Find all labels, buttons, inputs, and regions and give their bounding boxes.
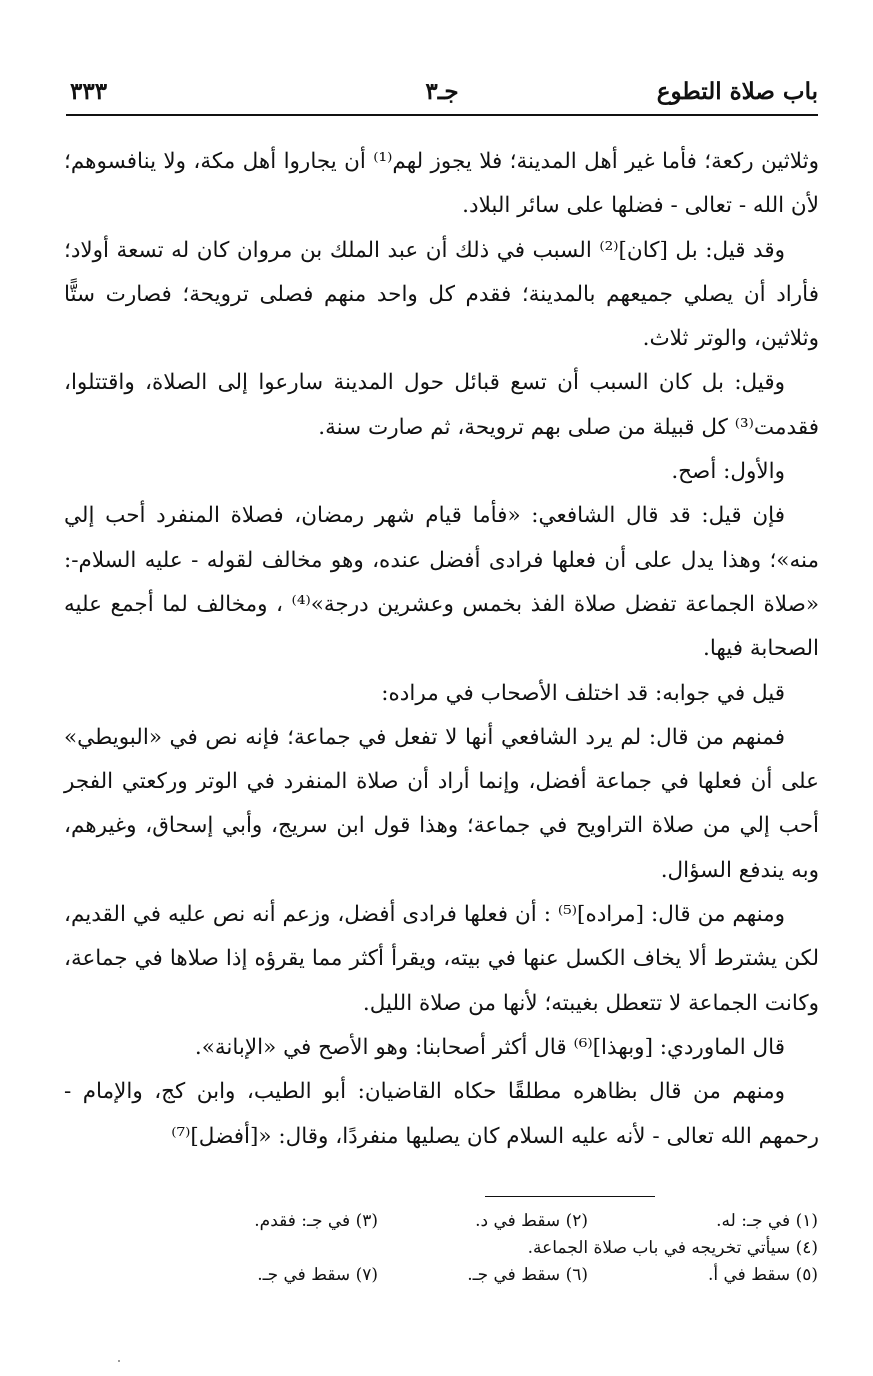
- footnote-row: [198, 1235, 818, 1262]
- running-header: [66, 78, 818, 116]
- footnote-row: [198, 1208, 818, 1235]
- paragraph: وقد قيل: بل [كان]⁽²⁾ السبب في ذلك أن عبد الملك بن مروان كان له تسعة أولاد؛ فأراد أن يصلي جميعهم بالمدينة؛ فقدم كل واحد منهم فصلى ترويحة؛ فصارت ستًّا وثلاثين، والوتر ثلاث.: [64, 237, 819, 352]
- footnote-separator: [485, 1196, 655, 1197]
- chapter-title: باب صلاة التطوع: [656, 78, 818, 105]
- page-number: ٣٣٣: [70, 78, 108, 105]
- volume-label: جـ٣: [425, 78, 459, 105]
- paragraph: قيل في جوابه: قد اختلف الأصحاب في مراده:: [381, 680, 785, 706]
- paragraph: والأول: أصح.: [671, 459, 785, 485]
- paragraph: ومنهم من قال: [مراده]⁽⁵⁾ : أن فعلها فرادى أفضل، وزعم أنه نص عليه في القديم، لكن يشترط ألا يخاف الكسل عنها في بيته، ويقرأ أكثر مما يقرؤه إذا صلاها في جماعة، وكانت الجماعة لا تتعطل بغيبته؛ لأنها من صلاة الليل.: [64, 902, 819, 1016]
- footnote-4: (٤) سيأتي تخريجه في باب صلاة الجماعة.: [527, 1238, 818, 1258]
- paragraph: فمنهم من قال: لم يرد الشافعي أنها لا تفعل في جماعة؛ فإنه نص في «البويطي» على أن فعلها في جماعة أفضل، وإنما أراد أن صلاة المنفرد في الوتر وركعتي الفجر أحب إلي من صلاة التراويح في جماعة؛ وهذا قول ابن سريج، وأبي إسحاق، وغيرهم، وبه يندفع السؤال.: [64, 724, 819, 883]
- footnote-2: (٢) سقط في د.: [475, 1211, 588, 1231]
- footnote-row: [198, 1262, 818, 1289]
- paragraph: قال الماوردي: [وبهذا]⁽⁶⁾ قال أكثر أصحابنا: وهو الأصح في «الإبانة».: [194, 1034, 785, 1060]
- paragraph: وقيل: بل كان السبب أن تسع قبائل حول المدينة سارعوا إلى الصلاة، واقتتلوا، فقدمت⁽³⁾ كل قبيلة من صلى بهم ترويحة، ثم صارت سنة.: [64, 370, 819, 440]
- footnote-7: (٧) سقط في جـ.: [257, 1265, 378, 1285]
- footnote-6: (٦) سقط في جـ.: [467, 1265, 588, 1285]
- paragraph: فإن قيل: قد قال الشافعي: «فأما قيام شهر رمضان، فصلاة المنفرد أحب إلي منه»؛ وهذا يدل على أن فعلها فرادى أفضل عنده، وهو مخالف لقوله - عليه السلام-: «صلاة الجماعة تفضل صلاة الفذ بخمس وعشرين درجة»⁽⁴⁾ ، ومخالف لما أجمع عليه الصحابة فيها.: [64, 503, 820, 662]
- paragraph: ومنهم من قال بظاهره مطلقًا حكاه القاضيان: أبو الطيب، وابن كج، والإمام - رحمهم الله تعالى - لأنه عليه السلام كان يصليها منفردًا، وقال: «[أفضل]⁽⁷⁾: [64, 1079, 819, 1149]
- footnote-3: (٣) في جـ: فقدم.: [254, 1211, 378, 1231]
- footnote-5: (٥) سقط في أ.: [707, 1265, 818, 1285]
- footnote-1: (١) في جـ: له.: [716, 1211, 818, 1231]
- scan-speck: [118, 1360, 120, 1362]
- footnotes: [198, 1208, 818, 1289]
- main-text: [64, 140, 819, 1159]
- paragraph: وثلاثين ركعة؛ فأما غير أهل المدينة؛ فلا يجوز لهم⁽¹⁾ أن يجاروا أهل مكة، ولا ينافسوهم؛ لأن الله - تعالى - فضلها على سائر البلاد.: [64, 149, 819, 219]
